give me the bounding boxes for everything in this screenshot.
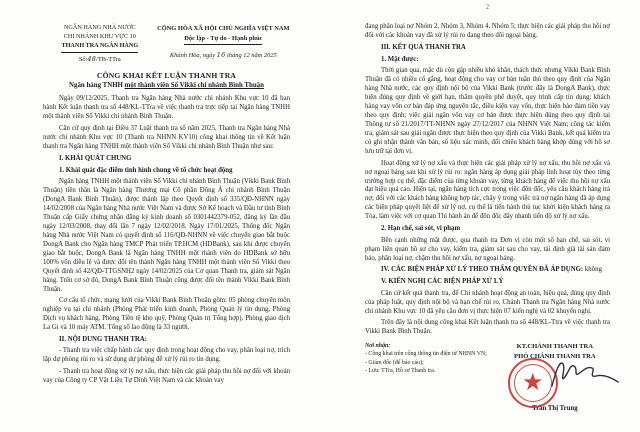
date-suffix: tháng 12 năm 2025: [227, 52, 277, 60]
section-heading-V: V. KIẾN NGHỊ CÁC BIỆN PHÁP XỬ LÝ: [381, 278, 504, 286]
heading-IV-bold: IV. CÁC BIỆN PHÁP XỬ LÝ THEO THẨM QUYỀN ĐÃ ÁP DỤNG:: [381, 266, 584, 274]
national-motto: Độc lập - Tự do - Hạnh phúc: [184, 34, 262, 46]
title-block: [43, 71, 290, 89]
date-day-handwritten: 16: [216, 51, 226, 60]
paragraph: Thời gian qua, mặc dù còn gặp nhiều khó khăn, thách thức nhưng Vikki Bank Bình Thuận đã có nhiều cố gắng, hoạt động cho vay cơ bản tuân thủ theo quy định của Ngân hàng Nhà nước, các quy định nội bộ của Vikki Bank (trước đây là DongA Bank), thực hiện đúng quy định về giới hạn, thẩm quyền phê duyệt, quy trình cấp tín dụng; khách hàng vay vốn cơ bản đáp ứng nguyên tắc, điều kiện vay vốn, thực hiện bảo đảm tiền vay theo quy định; việc giải ngân vốn vay cơ bản được thực hiện đúng theo quy định tại Thông tư số 21/2017/TT-NHNN ngày 27/12/2017 của NHNN Việt Nam; công tác kiểm tra, giám sát sau giải ngân được thực hiện theo quy định của Vikki Bank, kết quả kiểm tra có ghi nhận thành văn bản, số liệu xác minh, đối chiếu khách hàng khớp đúng với hồ sơ lưu trữ tại đơn vị.: [365, 67, 610, 156]
page-1-body: [43, 95, 290, 386]
paragraph: - Thanh tra hoạt động xử lý nợ xấu, thực hiện các giải pháp thu hồi nợ đối với khoản vay của Công ty CP Vật Liệu Tự Dính Việt Nam và các khoản vay: [43, 367, 290, 384]
document-footer: [365, 342, 610, 412]
page-number: 2: [485, 4, 490, 11]
section-heading-I: I. KHÁI QUÁT CHUNG: [59, 154, 132, 162]
subsection-heading-1: 1. Khái quát đặc điểm tình hình chung về tổ chức hoạt động: [59, 166, 233, 174]
recipient-item: - Lưu: TTra, Hồ sơ Thanh tra.: [365, 367, 436, 374]
subtitle-plain: Ngân hàng TNHH: [69, 82, 125, 90]
paragraph: Căn cứ quy định tại Điều 37 Luật thanh tra số năm 2025, Thanh tra Ngân hàng Nhà nước chi nhánh Khu vực 10 (Thanh tra NHNN KV10) công khai thông tin về Kết luận thanh tra Ngân hàng TNHH một thành viên Số Vikki chi nhánh Bình Thuận như sau:: [43, 124, 290, 150]
paragraph: Trên đây là nội dung công khai Kết luận thanh tra số 448/KL-Ttra về việc thanh tra Vikki Bank Bình Thuận.: [365, 319, 610, 336]
recipient-item: - Giám đốc (để báo cáo);: [365, 359, 424, 366]
paragraph: - Thanh tra việc chấp hành các quy định trong hoạt động cho vay, phân loại nợ, trích lập dự phòng rủi ro và sử dụng dự phòng để xử lý rủi ro tín dụng.: [43, 347, 290, 364]
recipients-block: [365, 342, 500, 412]
country-name: CỘNG HÒA XÃ HỘI CHỦ NGHĨA VIỆT NAM: [157, 25, 290, 32]
org-line-3: THANH TRA NGÂN HÀNG: [61, 42, 138, 53]
document-number: [43, 55, 157, 64]
document-subtitle: [43, 82, 290, 89]
handwritten-signature: [530, 352, 620, 402]
section-heading-IV: [365, 266, 610, 275]
section-heading-III: III. KẾT QUẢ THANH TRA: [381, 43, 466, 51]
heading-IV-value: không: [583, 266, 602, 274]
signature-block: [500, 342, 610, 412]
paragraph: Bên cạnh những mặt được, qua thanh tra Đơn vị còn một số hạn chế, sai sót, vi phạm liên quan hồ sơ cho vay, kiểm tra, giám sát sau cho vay, tái định giá tài sản đảm bảo, phân loại nợ, chậm thu hồi nợ xấu, nợ ngoại bảng.: [365, 236, 610, 262]
subtitle-underlined: một thành viên Số Vikki chi nhánh Bình Thuận: [124, 82, 264, 90]
doc-num-handwritten: 48: [87, 54, 97, 63]
national-motto-block: [157, 24, 290, 64]
paragraph: Căn cứ kết quả thanh tra, để Chi nhánh hoạt động an toàn, hiệu quả, đúng quy định của pháp luật, quy định nội bộ và hạn chế rủi ro, Chánh Thanh tra Ngân hàng Nhà nước chi nhánh Khu vực 10 đã yêu cầu đơn vị thực hiện 07 kiến nghị và 02 khuyến nghị.: [365, 289, 610, 315]
date-prefix: Khánh Hòa, ngày: [169, 52, 216, 60]
signer-name: Trần Thị Trung: [532, 405, 578, 413]
section-heading-II: II. NỘI DUNG THANH TRA:: [59, 335, 147, 343]
paragraph: Ngày 09/12/2025, Thanh tra Ngân hàng Nhà nước chi nhánh Khu vực 10 đã ban hành Kết luận thanh tra số 448/KL-TTra về việc thanh tra trực tiếp tại Ngân hàng TNHH một thành viên Số Vikki chi nhánh Bình Thuận.: [43, 95, 290, 121]
doc-num-suffix: /TB-TTra: [96, 55, 121, 63]
org-line-1: NGÂN HÀNG NHÀ NƯỚC: [63, 24, 136, 31]
org-line-2: CHI NHÁNH KHU VỰC 10: [63, 32, 136, 40]
recipient-item: - Công khai trên cổng thông tin điện tử NHNN VN;: [365, 351, 487, 358]
document-header: [43, 24, 290, 64]
subsection-heading-1: 1. Mặt được:: [381, 55, 419, 63]
page-2: [320, 0, 640, 432]
doc-num-prefix: Số:: [78, 55, 88, 63]
page-2-body: [365, 23, 610, 337]
issuing-org-block: [43, 24, 157, 64]
recipients-label: Nơi nhận:: [365, 343, 391, 349]
paragraph-continuation: đang phân loại nợ Nhóm 2, Nhóm 3, Nhóm 4, Nhóm 5; thực hiện các giải pháp thu hồi nợ đối với các khoản vay đã xử lý rủi ro đang theo dõi ngoại bảng.: [365, 23, 610, 39]
place-date-line: [157, 51, 290, 61]
signer-title-2: PHÓ CHÁNH THANH TRA: [514, 352, 596, 360]
seal-star-icon: ★: [521, 370, 544, 396]
paragraph: Ngân hàng TNHH một thành viên Số Vikki chi nhánh Bình Thuận (Vikki Bank Bình Thuận) tiền thân là Ngân hàng Thương mại Cổ phần Đông Á chi nhánh Bình Thuận (DongA Bank Bình Thuận), được thành lập theo Quyết định số 335/QĐ-NHNN ngày 14/02/2008 của Ngân hàng Nhà nước Việt Nam và được Sở Kế hoạch và Đầu tư tỉnh Bình Thuận cấp Giấy chứng nhận đăng ký kinh doanh số 0301442379-052, đăng ký lần đầu ngày 12/03/2008, thay đổi lần 7 ngày 12/02/2018. Ngày 17/01/2025, Thống đốc Ngân hàng Nhà nước Việt Nam có quyết định số 116/QĐ-NHNN về việc chuyển giao bắt buộc DongA Bank cho Ngân hàng TMCP Phát triển TP.HCM (HDBank), sau khi được chuyển giao bắt buộc, DongA Bank là Ngân hàng TNHH một thành viên do HDBank sở hữu 100% vốn điều lệ và được đổi tên thành Ngân hàng TNHH một thành viên Số Vikki theo Quyết định số 42/QĐ-TTGSNH2 ngày 14/02/2025 của Cơ quan Thanh tra, giám sát Ngân hàng. Trên cơ sở đó, DongA Bank Bình Thuận cũng được đổi tên thành Vikki Bank Bình Thuận.: [43, 177, 290, 293]
signer-title-1: KT.CHÁNH THANH TRA: [516, 343, 594, 350]
subsection-heading-2: 2. Hạn chế, sai sót, vi phạm: [381, 225, 461, 233]
paragraph: Cơ cấu tổ chức, mạng lưới của Vikki Bank Bình Thuận gồm: 05 phòng chuyên môn nghiệp vụ tại chi nhánh (Phòng Phát triển kinh doanh, Phòng Quản lý tín dụng, Phòng Dịch vụ khách hàng, Phòng Tiền tệ kho quỹ, Phòng Quản trị Tổng hợp), Phòng giao dịch La Gi và 10 máy ATM. Tổng số lao động là 33 người.: [43, 297, 290, 331]
paragraph: Hoạt động xử lý nợ xấu và thực hiện các giải pháp xử lý nợ xấu, thu hồi nợ xấu và nợ ngoại bảng sau khi xử lý rủi ro: ngân hàng áp dụng giải pháp linh hoạt tùy theo từng trường hợp cụ thể, đặc điểm của từng khoản vay, từng khách hàng để việc thu hồi nợ xấu đạt hiệu quả cao. Hiện tại, ngân hàng tích cực trong việc đôn đốc, yêu cầu khách hàng trả nợ; đối với các khách hàng không hợp tác, chây ỳ trong việc trả nợ ngân hàng đã áp dụng các biện pháp quyết liệt để xử lý nợ, cụ thể là tiến hành thủ tục khởi kiện khách hàng ra Tòa, làm việc với cơ quan Thi hành án để đôn đốc đẩy nhanh tiến độ xử lý nợ xấu.: [365, 159, 610, 221]
document-title: CÔNG KHAI KẾT LUẬN THANH TRA: [96, 71, 237, 81]
